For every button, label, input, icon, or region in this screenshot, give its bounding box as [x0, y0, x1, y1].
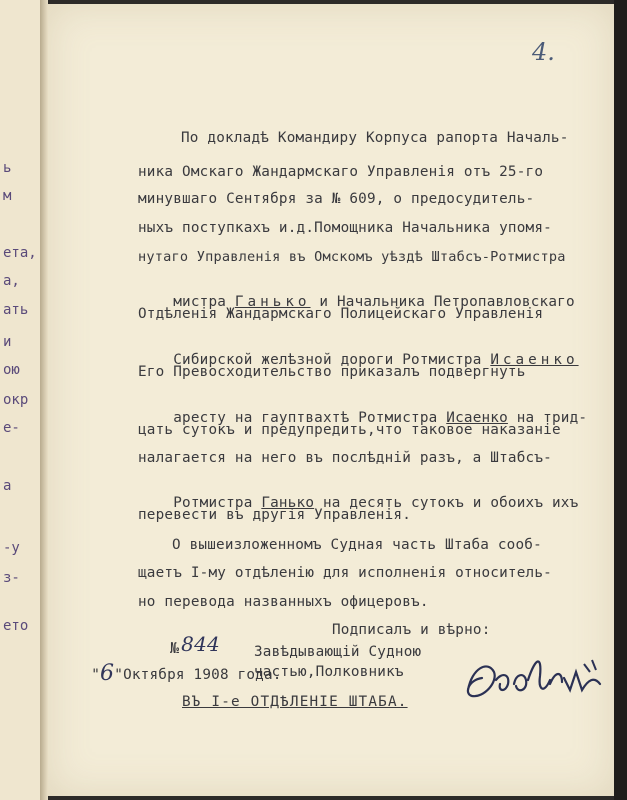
margin-fragment: ето [3, 618, 29, 634]
document-page [48, 4, 614, 796]
previous-page-edge [0, 0, 42, 800]
signed-line: Подписалъ и вѣрно: [332, 622, 491, 638]
text-line: нутаго Управленія въ Омскомъ уѣздѣ Штабсъ-Ротмистра [138, 249, 566, 265]
page-number: 4. [532, 38, 555, 66]
book-spine [40, 0, 48, 800]
text-segment: на десять сутокъ и обоихъ ихъ [314, 495, 579, 511]
name-isaenko: Исаенко [446, 410, 508, 426]
text-line: щаетъ І-му отдѣленію для исполненія относитель- [138, 565, 552, 581]
margin-fragment: е- [3, 420, 20, 436]
number-label: № [169, 639, 180, 657]
date-text: Октября 1908 года. [123, 667, 282, 683]
margin-fragment: ать [3, 302, 29, 318]
manager-title-1: Завѣдывающій Судною [254, 644, 422, 660]
margin-fragment: ою [3, 362, 20, 378]
text-line: перевести въ другія Управленія. [138, 507, 412, 523]
text-segment: Ротмистра [173, 495, 262, 511]
text-line: но перевода названныхъ офицеровъ. [138, 594, 429, 610]
manager-title-2: частью,Полковникъ [254, 664, 404, 680]
margin-fragment: ета, [3, 245, 37, 261]
margin-fragment: а, [3, 273, 20, 289]
text-line: минувшаго Сентября за № 609, о предосудитель- [138, 191, 535, 207]
margin-fragment: ь [3, 160, 12, 176]
text-segment: Сибирской желѣзной дороги Ротмистра [173, 352, 491, 368]
margin-fragment: окр [3, 392, 29, 408]
text-line: цать сутокъ и предупредить,что таковое наказаніе [138, 422, 561, 438]
number-value: 844 [181, 632, 220, 656]
name-isaenko: Исаенко [490, 352, 579, 368]
text-line: ника Омскаго Жандармскаго Управленія отъ 25-го [138, 164, 544, 180]
text-segment: мистра [173, 294, 235, 310]
signature-icon [458, 650, 608, 720]
margin-fragment: м [3, 188, 12, 204]
margin-fragment: и [3, 334, 12, 350]
text-line: По докладѣ Командиру Корпуса рапорта Началь- [181, 130, 569, 146]
text-line: Его Превосходительство приказалъ подвергнуть [138, 364, 526, 380]
text-line: ныхъ поступкахъ и.д.Помощника Начальника упомя- [138, 220, 552, 236]
margin-fragment: -у [3, 540, 20, 556]
date-day: 6 [100, 661, 115, 686]
text-segment: и Начальника Петропавловскаго [310, 294, 575, 310]
destination: ВЪ І-е ОТДѢЛЕНІЕ ШТАБА. [182, 694, 408, 710]
text-line: О вышеизложенномъ Судная часть Штаба сооб- [172, 537, 542, 553]
scan-border [614, 0, 627, 800]
margin-fragment: а [3, 478, 12, 494]
name-ganko: Ганько [234, 294, 311, 310]
name-ganko: Ганько [261, 495, 315, 511]
text-line: налагается на него въ послѣдній разъ, а Штабсъ- [138, 450, 552, 466]
date-line: "6"Октября 1908 года. [91, 661, 282, 686]
margin-fragment: з- [3, 570, 20, 586]
text-segment: на трид- [507, 410, 588, 426]
text-segment: аресту на гауптвахтѣ Ротмистра [173, 410, 447, 426]
text-line: Отдѣленія Жандармскаго Полицейскаго Управленія [138, 306, 544, 322]
